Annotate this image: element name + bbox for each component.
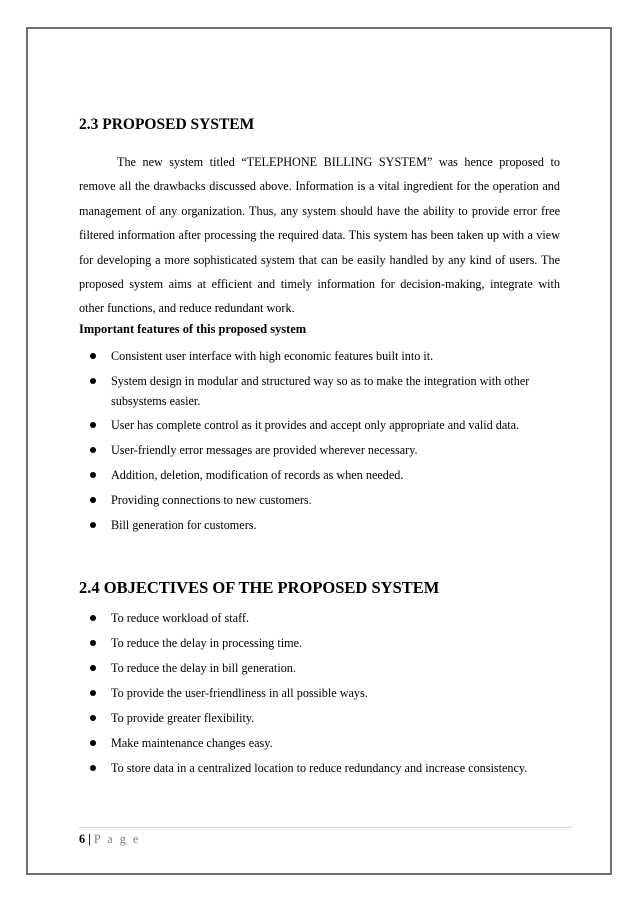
list-item: Providing connections to new customers. <box>90 490 560 510</box>
section-heading-proposed-system: 2.3 PROPOSED SYSTEM <box>79 116 255 133</box>
objectives-list <box>90 608 560 783</box>
features-subheading: Important features of this proposed system <box>79 322 307 336</box>
page-footer <box>79 832 140 847</box>
list-item: Consistent user interface with high economic features built into it. <box>90 346 560 366</box>
page-label: P a g e <box>93 832 141 846</box>
list-item: Make maintenance changes easy. <box>90 733 560 753</box>
footer-divider <box>79 827 572 828</box>
list-item: To store data in a centralized location to reduce redundancy and increase consistency. <box>90 758 560 778</box>
list-item: To reduce the delay in processing time. <box>90 633 560 653</box>
list-item: User has complete control as it provides and accept only appropriate and valid data. <box>90 415 560 435</box>
proposed-system-paragraph <box>79 150 560 321</box>
list-item: System design in modular and structured way so as to make the integration with other subsystems easier. <box>90 371 560 411</box>
paragraph-text: The new system titled “TELEPHONE BILLING SYSTEM” was hence proposed to remove all the drawbacks discussed above. Information is a vital ingredient for the operation and management of any organization. Thus, any system should have the ability to provide error free filtered information after processing the required data. This system has been taken up with a view for developing a more sophisticated system that can be easily handled by any kind of users. The proposed system aims at efficient and timely information for decision-making, integrate with other functions, and reduce redundant work. <box>79 155 560 316</box>
list-item: Bill generation for customers. <box>90 515 560 535</box>
list-item: To provide the user-friendliness in all possible ways. <box>90 683 560 703</box>
list-item: Addition, deletion, modification of records as when needed. <box>90 465 560 485</box>
list-item: To reduce workload of staff. <box>90 608 560 628</box>
list-item: User-friendly error messages are provided wherever necessary. <box>90 440 560 460</box>
list-item: To provide greater flexibility. <box>90 708 560 728</box>
section-heading-objectives: 2.4 OBJECTIVES OF THE PROPOSED SYSTEM <box>79 578 440 597</box>
page-number: 6 <box>79 832 86 846</box>
footer-separator: | <box>85 832 94 846</box>
features-list <box>90 346 560 540</box>
list-item: To reduce the delay in bill generation. <box>90 658 560 678</box>
